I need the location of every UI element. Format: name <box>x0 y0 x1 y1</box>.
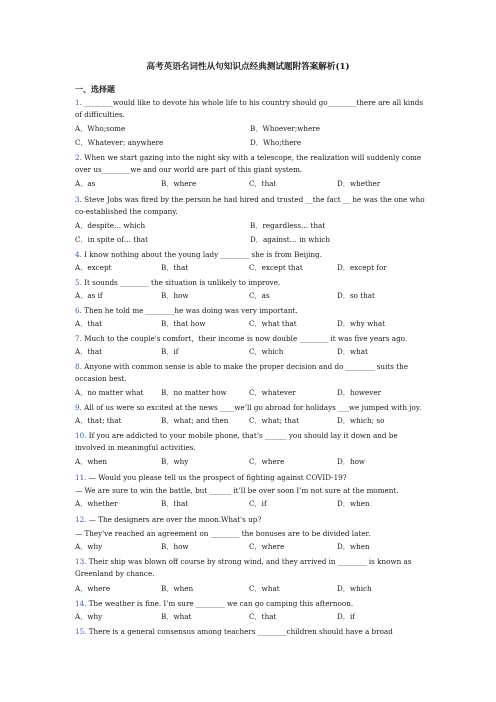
question-number: 3. <box>75 195 82 204</box>
option-c: C．where <box>249 457 285 466</box>
question-text: All of us were so excited at the news ____we’ll go abroad for holidays ___we jumped with joy. <box>84 403 422 412</box>
question-text: There is a general consensus among teachers ________children should have a broad <box>88 627 393 636</box>
options-1 <box>75 124 427 136</box>
option-d: D．what <box>337 347 368 356</box>
options-10 <box>75 457 427 469</box>
options-5 <box>75 291 427 303</box>
option-b: B．regardless… that <box>250 221 326 230</box>
option-b: B．where <box>161 179 197 188</box>
option-c: C．what <box>249 584 280 593</box>
option-a: A．except <box>75 263 112 272</box>
question-text: Much to the couple's comfort，their income is now double ________ it was five years ago. <box>84 334 408 343</box>
question-12-reply: — They've reached an agreement on ________ the bonuses are to be divided later. <box>75 529 371 538</box>
question-13 <box>75 556 427 580</box>
option-d: D．when <box>337 499 370 508</box>
option-c: C．except that <box>249 263 303 272</box>
option-d: D．if <box>337 612 355 621</box>
option-c: C．what that <box>249 319 297 328</box>
question-7 <box>75 333 427 345</box>
question-number: 7. <box>75 334 82 343</box>
options-1b <box>75 138 427 150</box>
question-text: — Would you please tell us the prospect of fighting against COVID-19? <box>88 473 347 482</box>
question-number: 15. <box>75 627 87 636</box>
option-a: A．as <box>75 179 96 188</box>
question-text: When we start gazing into the night sky with a telescope, the realization will suddenly come over us________we and our world are part of this giant system. <box>75 153 422 174</box>
question-text: The weather is fine. I’m sure ________ we can go camping this afternoon. <box>88 599 354 608</box>
question-14 <box>75 598 427 610</box>
option-c: C．in spite of… that <box>75 235 149 244</box>
option-b: B．that how <box>161 319 206 328</box>
question-11-reply: — We are sure to win the battle, but ______ it’ll be over soon I’m not sure at the moment. <box>75 486 399 495</box>
question-15 <box>75 626 427 638</box>
option-d: D．which <box>337 584 372 593</box>
question-text: I know nothing about the young lady ________ she is from Beijing. <box>84 250 323 259</box>
options-6 <box>75 319 427 331</box>
question-text: Anyone with common sense is able to make the proper decision and do ________ suits the occasion best. <box>75 362 408 383</box>
option-c: C．as <box>249 291 270 300</box>
option-a: A．where <box>75 584 111 593</box>
option-d: D．which; so <box>337 416 385 425</box>
option-c: C．Whatever; anywhere <box>75 138 164 147</box>
section-heading: 一、选择题 <box>75 84 115 94</box>
options-9 <box>75 416 427 428</box>
question-number: 12. <box>75 515 87 524</box>
question-text: Then he told me ________he was doing was very important. <box>84 306 298 315</box>
option-d: D．how <box>337 457 366 466</box>
question-text: Their ship was blown off course by strong wind, and they arrived in ________ is known as Greenland by chance. <box>75 557 412 578</box>
option-a: A．that; that <box>75 416 122 425</box>
option-b: B．how <box>161 542 189 551</box>
option-a: A．no matter what <box>75 388 144 397</box>
options-14 <box>75 612 427 624</box>
page-title: 高考英语名词性从句知识点经典测试题附答案解析(1) <box>146 62 350 72</box>
option-b: B．how <box>161 291 189 300</box>
option-b: B．Whoever;where <box>250 124 320 133</box>
question-number: 11. <box>75 473 87 482</box>
option-b: B．that <box>161 499 189 508</box>
option-a: A．despite… which <box>75 221 146 230</box>
option-a: A．as if <box>75 291 103 300</box>
option-b: B．what; and then <box>161 416 229 425</box>
question-text: It sounds ________ the situation is unlikely to improve. <box>84 278 281 287</box>
question-10 <box>75 430 427 454</box>
question-6 <box>75 305 427 317</box>
option-a: A．why <box>75 542 103 551</box>
option-d: D．so that <box>337 291 375 300</box>
option-c: C．that <box>249 612 277 621</box>
options-13 <box>75 584 427 596</box>
question-8 <box>75 361 427 385</box>
question-text: ________would like to devote his whole life to his country should go________there are all kinds of difficulties. <box>75 98 424 119</box>
question-number: 8. <box>75 362 82 371</box>
question-text: Steve Jobs was fired by the person he had hired and trusted __the fact __ he was the one who co-established the company. <box>75 195 425 216</box>
option-d: D．however <box>337 388 382 397</box>
option-b: B．if <box>161 347 179 356</box>
question-3 <box>75 194 427 218</box>
option-a: A．when <box>75 457 108 466</box>
question-text: — The designers are over the moon.What's up? <box>88 515 262 524</box>
options-11 <box>75 499 427 511</box>
question-9 <box>75 402 427 414</box>
question-12 <box>75 514 427 526</box>
question-number: 2. <box>75 153 82 162</box>
option-a: A．whether <box>75 499 118 508</box>
options-2 <box>75 179 427 191</box>
options-12 <box>75 542 427 554</box>
options-3 <box>75 221 427 233</box>
option-d: D．Who;there <box>250 138 302 147</box>
option-d: D．except for <box>337 263 387 272</box>
question-11 <box>75 472 427 484</box>
option-a: A．Who;some <box>75 124 126 133</box>
option-b: B．that <box>161 263 189 272</box>
question-number: 10. <box>75 431 87 440</box>
option-c: C．what; that <box>249 416 300 425</box>
question-number: 4. <box>75 250 82 259</box>
options-7 <box>75 347 427 359</box>
option-d: D．whether <box>337 179 381 188</box>
option-b: B．no matter how <box>161 388 227 397</box>
question-number: 6. <box>75 306 82 315</box>
option-b: B．what <box>161 612 192 621</box>
option-d: D．why what <box>337 319 386 328</box>
option-c: C．if <box>249 499 267 508</box>
option-d: D．against… in which <box>250 235 331 244</box>
question-number: 5. <box>75 278 82 287</box>
question-number: 14. <box>75 599 87 608</box>
option-c: C．where <box>249 542 285 551</box>
option-a: A．why <box>75 612 103 621</box>
option-c: C．which <box>249 347 284 356</box>
options-4 <box>75 263 427 275</box>
option-b: B．when <box>161 584 194 593</box>
option-b: B．why <box>161 457 189 466</box>
question-number: 13. <box>75 557 87 566</box>
question-number: 1. <box>75 98 82 107</box>
options-8 <box>75 388 427 400</box>
option-d: D．when <box>337 542 370 551</box>
option-c: C．whatever <box>249 388 296 397</box>
option-a: A．that <box>75 347 103 356</box>
question-1 <box>75 97 427 121</box>
question-number: 9. <box>75 403 82 412</box>
question-2 <box>75 152 427 176</box>
question-4 <box>75 249 427 261</box>
question-text: If you are addicted to your mobile phone, that’s ______ you should lay it down and be involved in meaningful activities. <box>75 431 398 452</box>
option-a: A．that <box>75 319 103 328</box>
question-5 <box>75 277 427 289</box>
option-c: C．that <box>249 179 277 188</box>
options-3b <box>75 235 427 247</box>
